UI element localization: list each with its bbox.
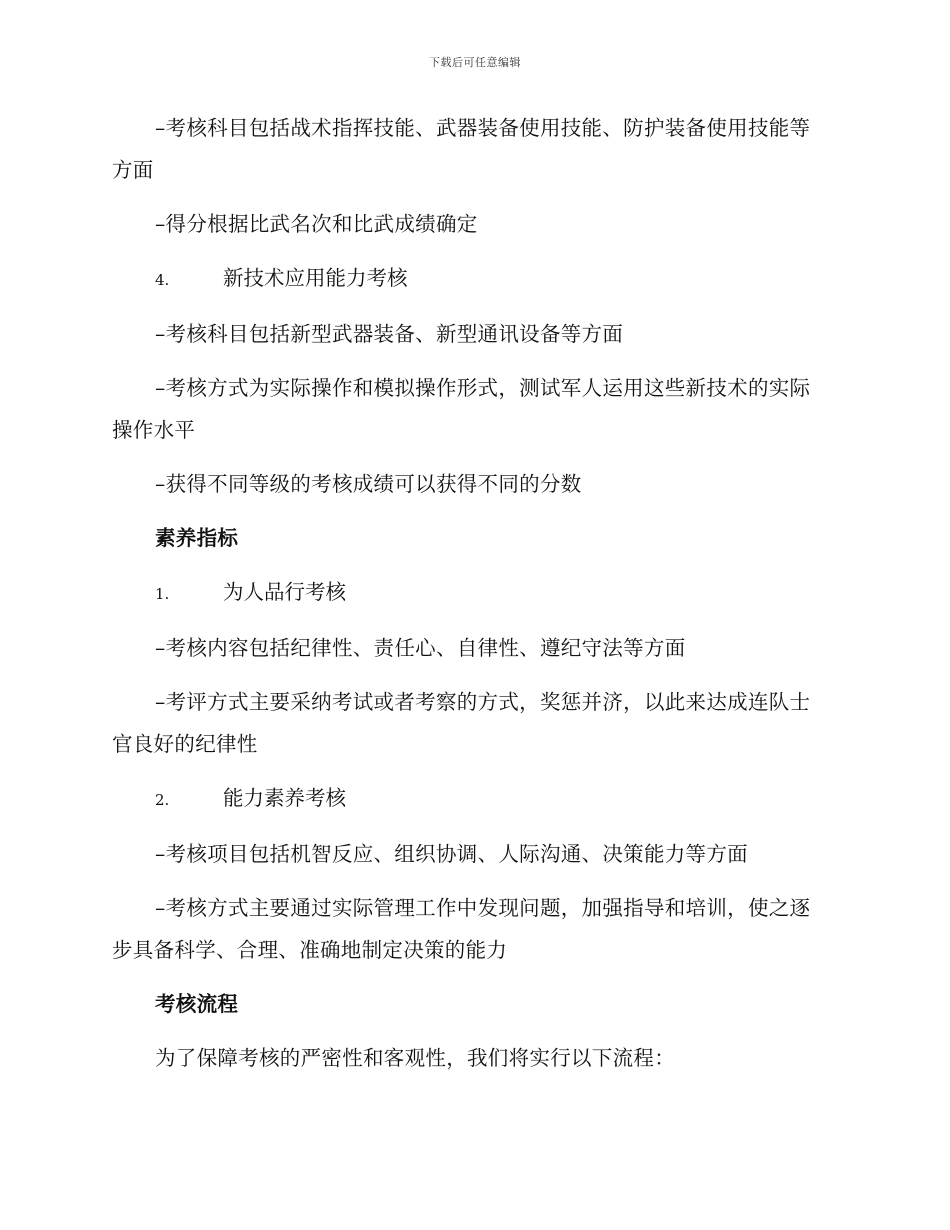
paragraph: 为了保障考核的严密性和客观性，我们将实行以下流程： bbox=[155, 1046, 675, 1070]
paragraph: –考核方式主要通过实际管理工作中发现问题，加强指导和培训，使之逐步具备科学、合理、准确地制定决策的能力 bbox=[112, 896, 811, 962]
paragraph: –考核科目包括新型武器装备、新型通讯设备等方面 bbox=[155, 322, 624, 346]
numbered-item bbox=[112, 571, 824, 615]
document-body bbox=[112, 107, 824, 1091]
paragraph: –考核科目包括战术指挥技能、武器装备使用技能、防护装备使用技能等方面 bbox=[112, 116, 811, 182]
section-heading: 素养指标 bbox=[155, 526, 239, 550]
paragraph: –考核项目包括机智反应、组织协调、人际沟通、决策能力等方面 bbox=[155, 842, 748, 866]
item-title: 能力素养考核 bbox=[223, 786, 346, 810]
item-number: 4. bbox=[155, 271, 170, 289]
paragraph: –考评方式主要采纳考试或者考察的方式，奖惩并济，以此来达成连队士官良好的纪律性 bbox=[112, 690, 811, 756]
paragraph: –获得不同等级的考核成绩可以获得不同的分数 bbox=[155, 472, 582, 496]
numbered-item bbox=[112, 257, 824, 301]
page-header-note: 下载后可任意编辑 bbox=[429, 56, 521, 69]
paragraph: –考核方式为实际操作和模拟操作形式，测试军人运用这些新技术的实际操作水平 bbox=[112, 376, 811, 442]
item-number: 1. bbox=[155, 585, 170, 603]
numbered-item bbox=[112, 777, 824, 821]
item-title: 新技术应用能力考核 bbox=[223, 266, 408, 290]
item-title: 为人品行考核 bbox=[223, 580, 346, 604]
paragraph: –考核内容包括纪律性、责任心、自律性、遵纪守法等方面 bbox=[155, 636, 686, 660]
paragraph: –得分根据比武名次和比武成绩确定 bbox=[155, 212, 478, 236]
item-number: 2. bbox=[155, 791, 170, 809]
section-heading: 考核流程 bbox=[155, 992, 239, 1016]
